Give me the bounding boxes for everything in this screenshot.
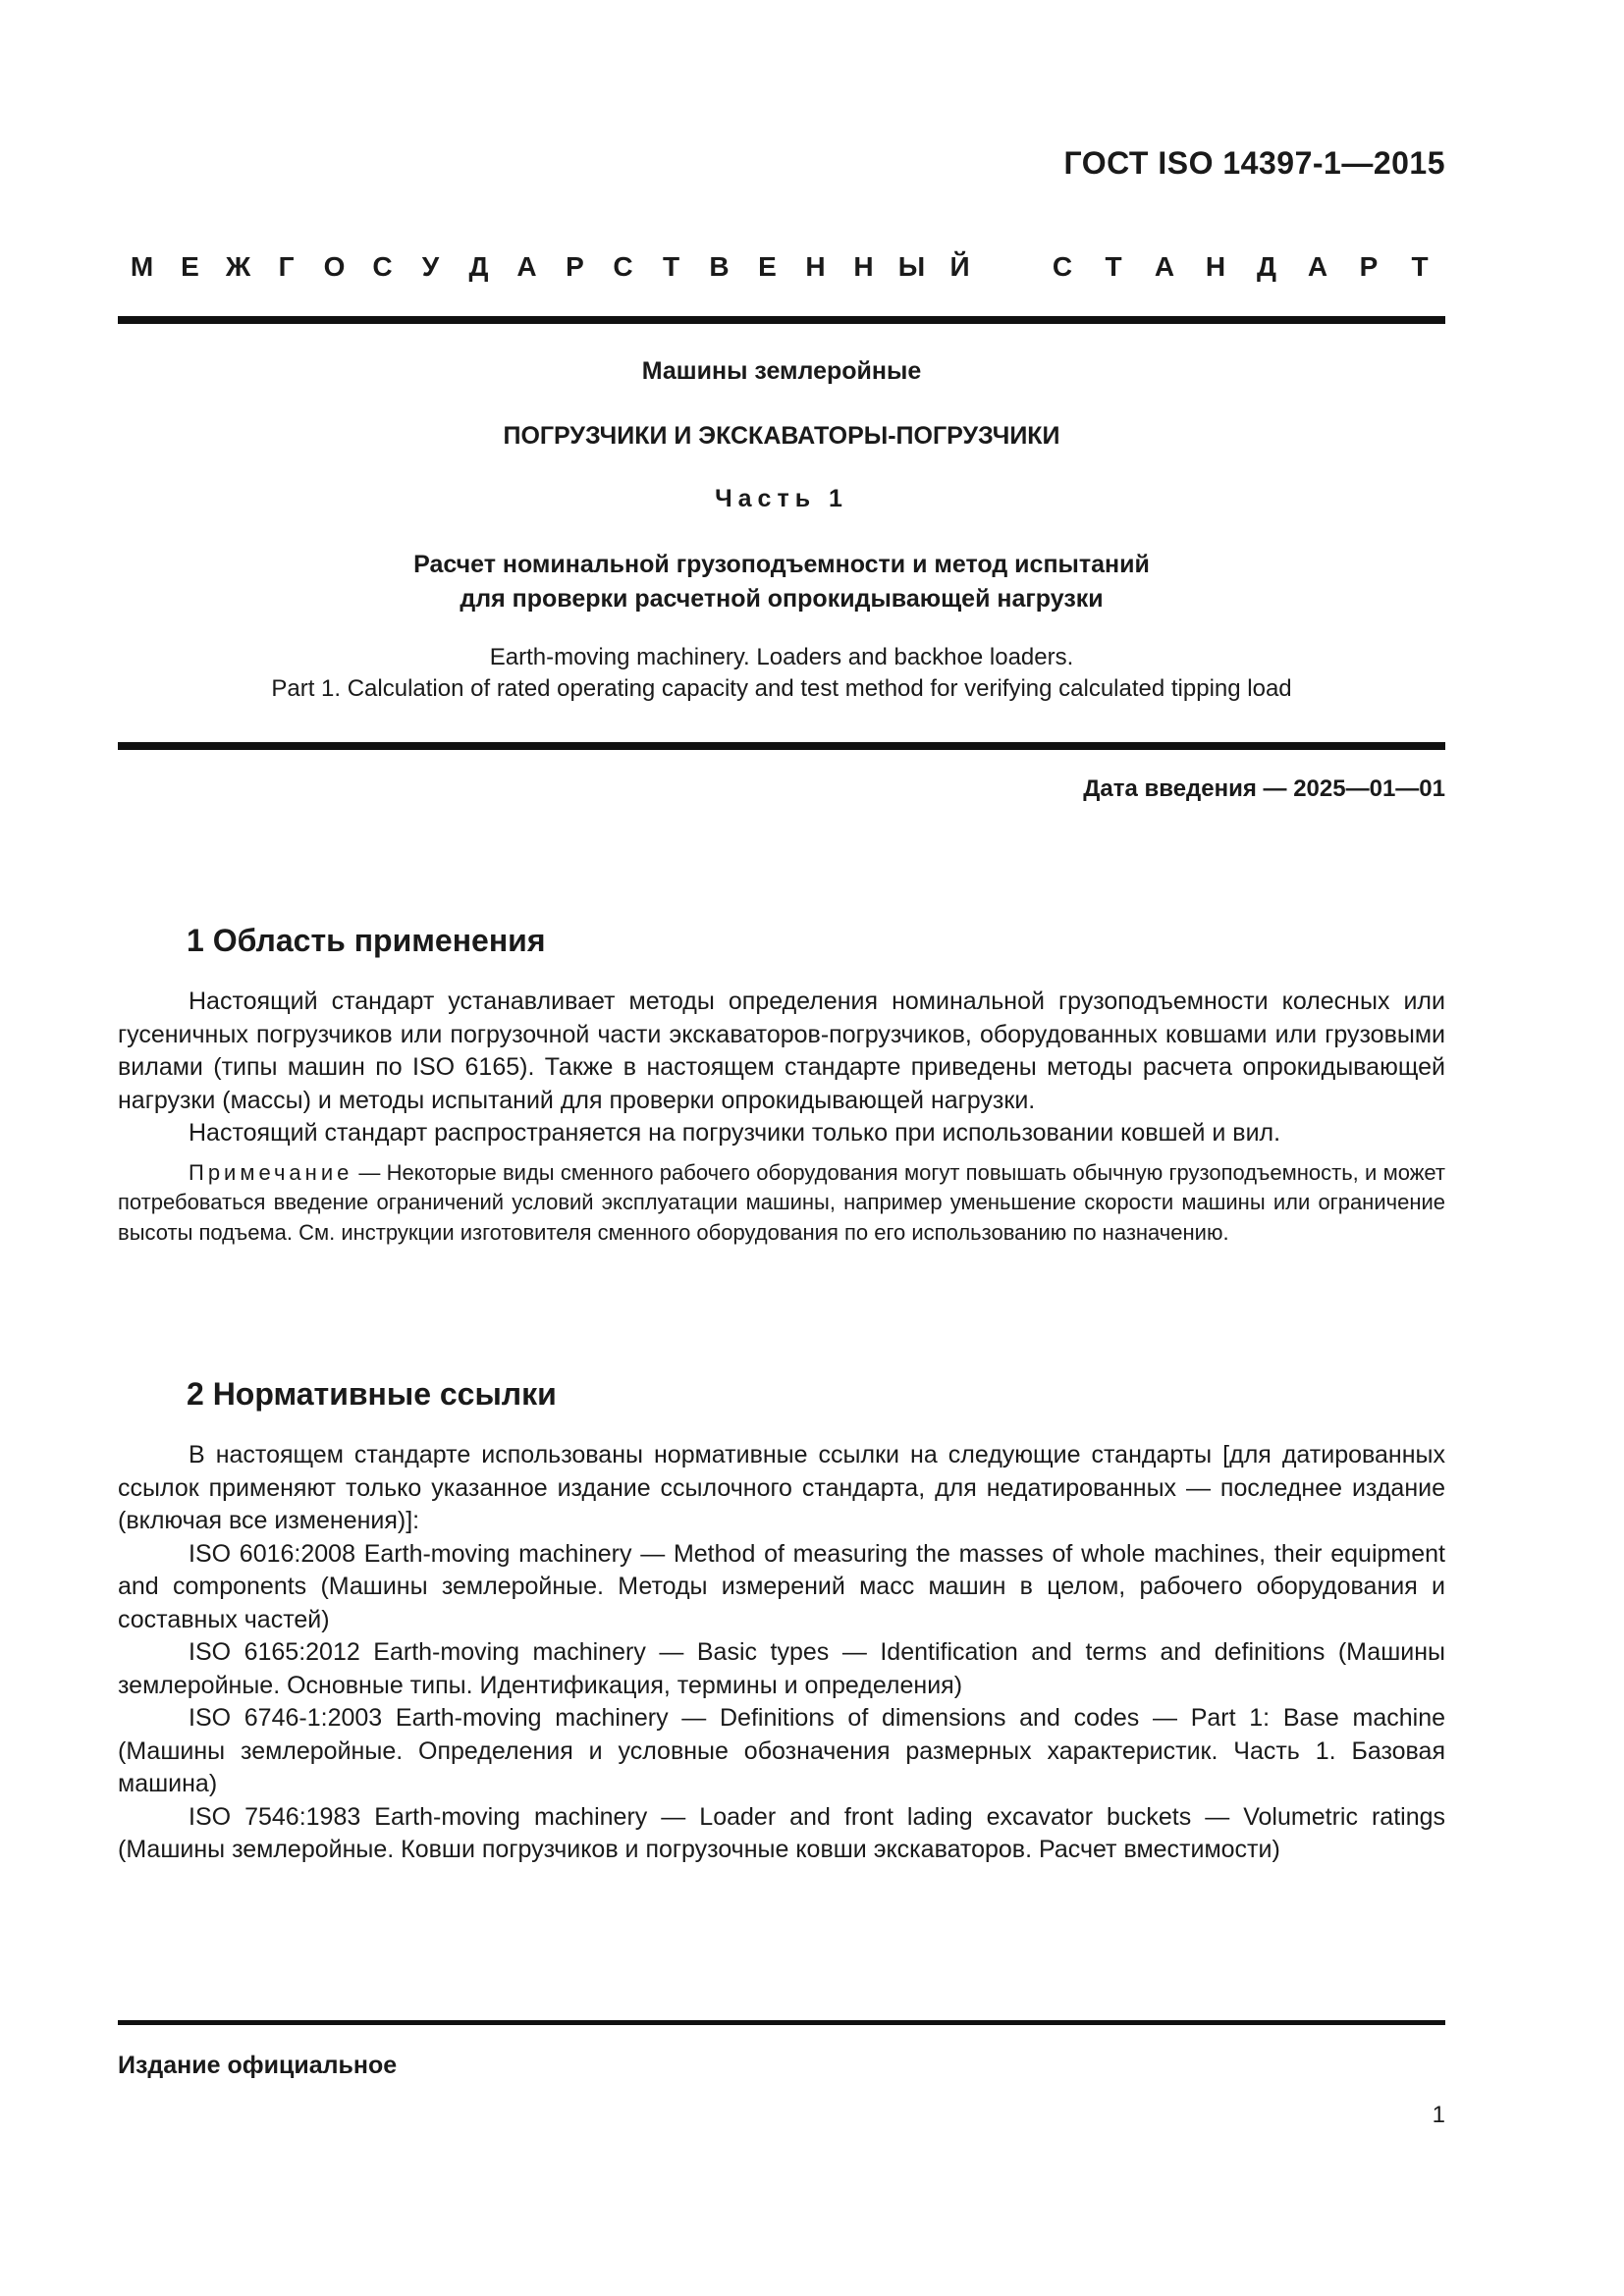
paragraph: В настоящем стандарте использованы нормативные ссылки на следующие стандарты [для датированных ссылок применяют только указанное издание ссылочного стандарта, для недатированных — последнее издание (включая все изменения)]: — [118, 1441, 1445, 1534]
subtitle-line: Расчет номинальной грузоподъемности и метод испытаний — [413, 551, 1150, 578]
reference-item: ISO 6165:2012 Earth-moving machinery — Basic types — Identification and terms and definitions (Машины землеройные. Основные типы. Идентификация, термины и определения) — [118, 1638, 1445, 1699]
banner-letter: Д — [1257, 251, 1276, 282]
banner-letter: Е — [758, 251, 777, 282]
page-number: 1 — [1432, 2102, 1445, 2128]
note-label: Примечание — [189, 1159, 353, 1185]
section-normative-references — [118, 1376, 1445, 1867]
english-title-line: Part 1. Calculation of rated operating capacity and test method for verifying calculated tipping load — [271, 675, 1292, 702]
banner-letter: С — [372, 251, 393, 282]
paragraph: Настоящий стандарт распространяется на погрузчики только при использовании ковшей и вил. — [189, 1119, 1281, 1147]
section-heading: 2 Нормативные ссылки — [187, 1376, 557, 1412]
banner-letter: Н — [1205, 251, 1226, 282]
banner-letter: Й — [949, 251, 970, 282]
note-text: — Некоторые виды сменного рабочего оборудования могут повышать обычную грузоподъемность, и может потребоваться введение ограничений условий эксплуатации машины, например уменьшение скорости машины или ограничение высоты подъема. См. инструкции изготовителя сменного оборудования по его использованию по назначению. — [118, 1159, 1445, 1245]
banner-letter: У — [421, 251, 440, 282]
subtitle-line: для проверки расчетной опрокидывающей нагрузки — [460, 585, 1104, 613]
banner-letter: Н — [805, 251, 826, 282]
reference-item: ISO 7546:1983 Earth-moving machinery — Loader and front lading excavator buckets — Volumetric ratings (Машины землеройные. Ковши погрузчиков и погрузочные ковши экскаваторов. Расчет вместимости) — [118, 1802, 1445, 1863]
banner-letter: Т — [1411, 251, 1429, 282]
banner-letter: Н — [853, 251, 874, 282]
section-scope — [118, 923, 1445, 1248]
banner-letter: А — [1154, 251, 1175, 282]
interstate-standard-banner — [118, 251, 1445, 283]
footer-rule — [118, 2020, 1445, 2025]
banner-letter: Т — [662, 251, 680, 282]
title-main: ПОГРУЗЧИКИ И ЭКСКАВАТОРЫ-ПОГРУЗЧИКИ — [503, 422, 1060, 450]
banner-letter: А — [516, 251, 537, 282]
banner-letter: В — [709, 251, 730, 282]
reference-item: ISO 6016:2008 Earth-moving machinery — Method of measuring the masses of whole machines, their equipment and components (Машины землеройные. Методы измерений масс машин в целом, рабочего оборудования и составных частей) — [118, 1539, 1445, 1633]
banner-letter: Г — [278, 251, 295, 282]
banner-letter: Т — [1105, 251, 1122, 282]
banner-letter: А — [1307, 251, 1328, 282]
banner-letter: Е — [181, 251, 199, 282]
banner-letter: Р — [1359, 251, 1379, 282]
banner-letter: С — [1052, 251, 1073, 282]
title-english — [118, 642, 1445, 705]
interstate-word — [118, 251, 984, 283]
banner-letter: М — [130, 251, 154, 282]
title-category: Машины землеройные — [641, 357, 922, 385]
title-part: Часть 1 — [715, 485, 848, 512]
official-edition-label: Издание официальное — [118, 2052, 398, 2079]
standard-word — [1037, 251, 1445, 283]
title-rule — [118, 742, 1445, 750]
banner-letter: Р — [566, 251, 584, 282]
reference-item: ISO 6746-1:2003 Earth-moving machinery — Definitions of dimensions and codes — Part 1: Base machine (Машины землеройные. Определения и условные обозначения размерных характеристик. Часть 1. Базовая машина) — [118, 1704, 1445, 1797]
banner-letter: Д — [468, 251, 489, 282]
header-rule — [118, 316, 1445, 324]
banner-letter: С — [613, 251, 633, 282]
banner-letter: О — [323, 251, 346, 282]
date-of-introduction: Дата введения — 2025—01—01 — [1083, 775, 1445, 802]
section-heading: 1 Область применения — [187, 923, 546, 958]
title-subtitle — [118, 548, 1445, 616]
banner-letter: Ы — [897, 251, 926, 282]
banner-letter: Ж — [225, 251, 251, 282]
paragraph: Настоящий стандарт устанавливает методы определения номинальной грузоподъемности колесных или гусеничных погрузчиков или погрузочной части экскаваторов-погрузчиков, оборудованных ковшами или грузовыми вилами (типы машин по ISO 6165). Также в настоящем стандарте приведены методы расчета опрокидывающей нагрузки (массы) и методы испытаний для проверки опрокидывающей нагрузки. — [118, 988, 1445, 1114]
document-code: ГОСТ ISO 14397-1—2015 — [1063, 145, 1445, 181]
english-title-line: Earth-moving machinery. Loaders and backhoe loaders. — [489, 644, 1074, 670]
note — [118, 1158, 1445, 1249]
